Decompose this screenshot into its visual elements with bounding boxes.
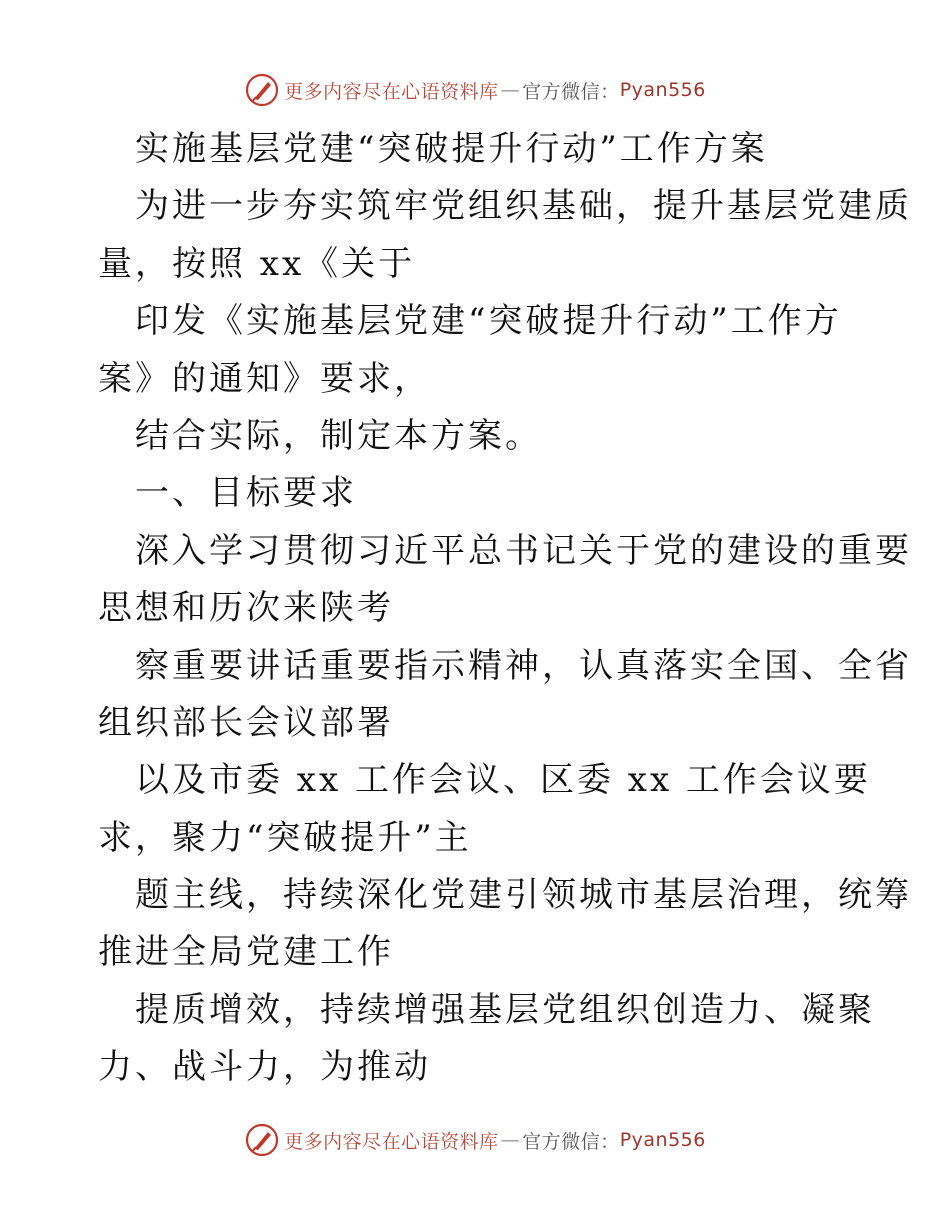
paragraph-line: 印发《实施基层党建“突破提升行动”工作方	[135, 301, 842, 342]
document-body	[98, 121, 912, 1097]
banner-brand-text: 更多内容尽在心语资料库	[284, 1130, 499, 1153]
banner-contact-label: 官方微信：	[522, 80, 620, 103]
paragraph-line: 为进一步夯实筑牢党组织基础，提升基层党建质	[135, 186, 912, 227]
section-heading: 一、目标要求	[135, 473, 357, 514]
footer-watermark-banner	[0, 1120, 950, 1160]
banner-contact-label: 官方微信：	[522, 1130, 620, 1153]
paragraph-line: 提质增效，持续增强基层党组织创造力、凝聚	[135, 989, 875, 1030]
banner-dash: —	[500, 79, 521, 101]
paragraph-line: 量，按照 xx《关于	[98, 243, 416, 284]
paragraph-line: 推进全局党建工作	[98, 932, 394, 973]
banner-brand-text: 更多内容尽在心语资料库	[284, 80, 499, 103]
paragraph-line: 求，聚力“突破提升”主	[98, 817, 472, 858]
header-watermark-banner	[0, 70, 950, 110]
paragraph-line: 结合实际，制定本方案。	[135, 415, 542, 456]
paragraph-line: 组织部长会议部署	[98, 702, 394, 743]
banner-dash: —	[500, 1129, 521, 1151]
paragraph-line: 深入学习贯彻习近平总书记关于党的建设的重要	[135, 530, 912, 571]
banner-wechat-id: Pyan556	[619, 79, 706, 101]
paragraph-line: 察重要讲话重要指示精神，认真落实全国、全省	[135, 645, 912, 686]
quill-pen-icon	[244, 72, 280, 108]
paragraph-line: 力、战斗力，为推动	[98, 1047, 431, 1088]
paragraph-line: 题主线，持续深化党建引领城市基层治理，统筹	[135, 875, 912, 916]
paragraph-line: 思想和历次来陕考	[98, 588, 394, 629]
banner-wechat-id: Pyan556	[619, 1129, 706, 1151]
paragraph-line: 案》的通知》要求，	[98, 358, 431, 399]
paragraph-line: 以及市委 xx 工作会议、区委 xx 工作会议要	[135, 760, 871, 801]
quill-pen-icon	[244, 1122, 280, 1158]
document-title: 实施基层党建“突破提升行动”工作方案	[135, 129, 768, 169]
